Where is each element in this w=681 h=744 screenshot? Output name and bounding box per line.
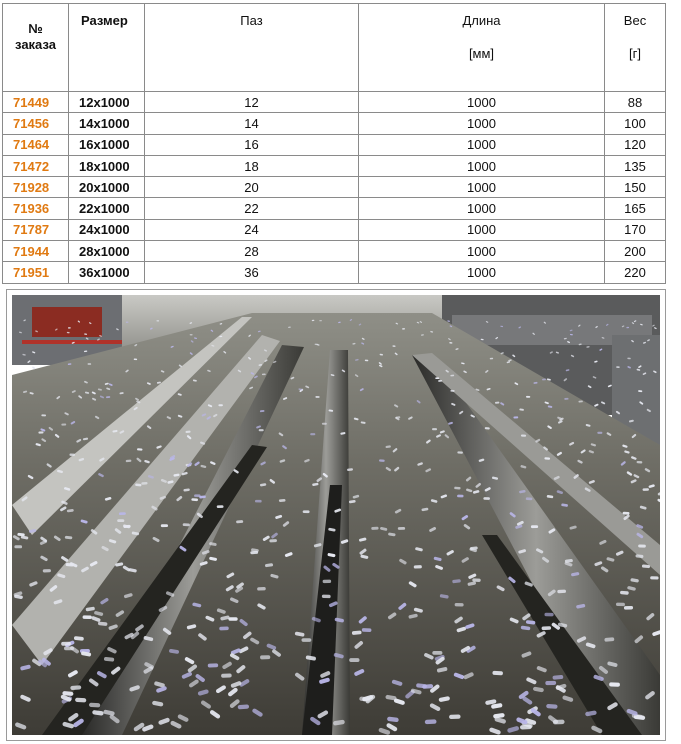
groove-cell: 24 bbox=[145, 219, 359, 240]
header-size: Размер bbox=[69, 4, 145, 92]
table-row bbox=[3, 155, 666, 176]
groove-cell: 14 bbox=[145, 113, 359, 134]
size-cell: 12x1000 bbox=[69, 92, 145, 113]
workshop-floor-chips-photo bbox=[12, 295, 660, 735]
header-order-number bbox=[3, 4, 69, 92]
header-length bbox=[359, 4, 605, 92]
order-number-cell: 71464 bbox=[3, 134, 69, 155]
order-number-cell: 71936 bbox=[3, 198, 69, 219]
order-number-cell: 71928 bbox=[3, 177, 69, 198]
order-number-cell: 71472 bbox=[3, 155, 69, 176]
weight-cell: 170 bbox=[605, 219, 666, 240]
order-number-cell: 71944 bbox=[3, 241, 69, 262]
table-header-row bbox=[3, 4, 666, 92]
length-cell: 1000 bbox=[359, 177, 605, 198]
groove-cell: 16 bbox=[145, 134, 359, 155]
weight-cell: 120 bbox=[605, 134, 666, 155]
order-number-cell: 71449 bbox=[3, 92, 69, 113]
size-cell: 28x1000 bbox=[69, 241, 145, 262]
weight-cell: 135 bbox=[605, 155, 666, 176]
weight-cell: 165 bbox=[605, 198, 666, 219]
length-cell: 1000 bbox=[359, 262, 605, 283]
size-cell: 36x1000 bbox=[69, 262, 145, 283]
size-cell: 22x1000 bbox=[69, 198, 145, 219]
groove-cell: 36 bbox=[145, 262, 359, 283]
length-cell: 1000 bbox=[359, 198, 605, 219]
length-cell: 1000 bbox=[359, 241, 605, 262]
header-order-number-line1: № bbox=[28, 21, 43, 36]
header-weight-label: Вес bbox=[623, 13, 647, 28]
weight-cell: 200 bbox=[605, 241, 666, 262]
table-row bbox=[3, 177, 666, 198]
table-row bbox=[3, 219, 666, 240]
size-cell: 16x1000 bbox=[69, 134, 145, 155]
weight-cell: 88 bbox=[605, 92, 666, 113]
groove-cell: 22 bbox=[145, 198, 359, 219]
size-cell: 24x1000 bbox=[69, 219, 145, 240]
length-cell: 1000 bbox=[359, 113, 605, 134]
weight-cell: 220 bbox=[605, 262, 666, 283]
groove-cell: 28 bbox=[145, 241, 359, 262]
header-length-label: Длина bbox=[462, 13, 501, 28]
header-weight-unit: [г] bbox=[629, 46, 641, 61]
table-row bbox=[3, 241, 666, 262]
size-cell: 18x1000 bbox=[69, 155, 145, 176]
order-number-cell: 71456 bbox=[3, 113, 69, 134]
header-order-number-line2: заказа bbox=[15, 37, 56, 52]
header-length-unit: [мм] bbox=[468, 46, 495, 61]
photo-frame bbox=[6, 289, 666, 741]
length-cell: 1000 bbox=[359, 134, 605, 155]
groove-cell: 18 bbox=[145, 155, 359, 176]
table-row bbox=[3, 92, 666, 113]
order-number-cell: 71787 bbox=[3, 219, 69, 240]
size-cell: 20x1000 bbox=[69, 177, 145, 198]
length-cell: 1000 bbox=[359, 219, 605, 240]
length-cell: 1000 bbox=[359, 92, 605, 113]
header-groove: Паз bbox=[145, 4, 359, 92]
groove-cell: 20 bbox=[145, 177, 359, 198]
header-weight bbox=[605, 4, 666, 92]
table-row bbox=[3, 198, 666, 219]
table-row bbox=[3, 262, 666, 283]
weight-cell: 150 bbox=[605, 177, 666, 198]
order-number-cell: 71951 bbox=[3, 262, 69, 283]
weight-cell: 100 bbox=[605, 113, 666, 134]
table-row bbox=[3, 134, 666, 155]
length-cell: 1000 bbox=[359, 155, 605, 176]
groove-cell: 12 bbox=[145, 92, 359, 113]
product-spec-table bbox=[2, 3, 666, 284]
size-cell: 14x1000 bbox=[69, 113, 145, 134]
table-row bbox=[3, 113, 666, 134]
